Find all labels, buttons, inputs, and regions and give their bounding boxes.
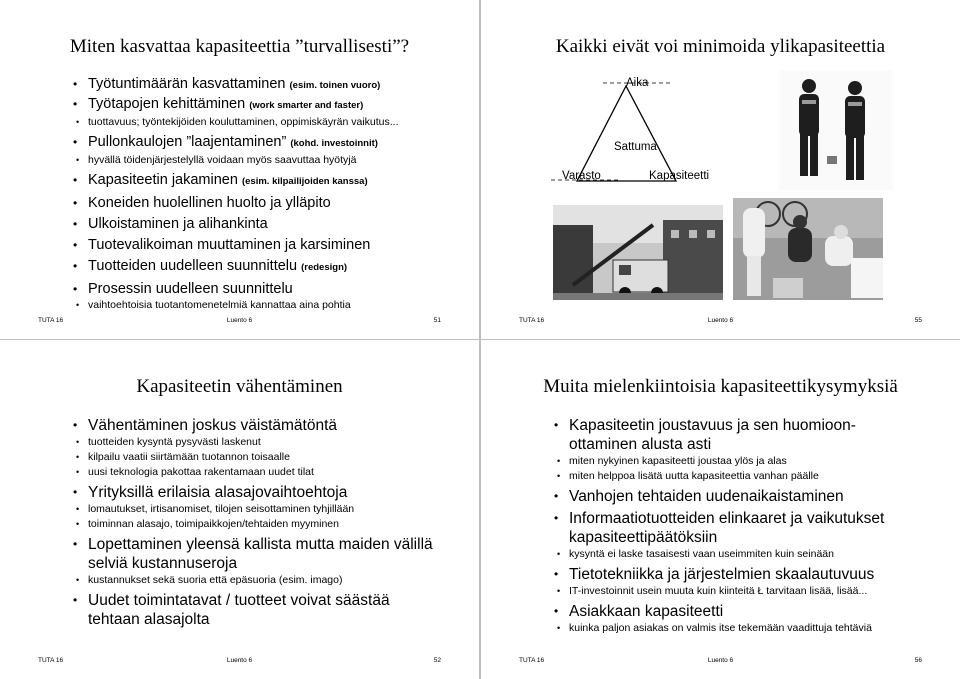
- footer-page-number: 55: [914, 317, 922, 324]
- sub-bullet-item: • kysyntä ei laske tasaisesti vaan useimmiten kuin seinään: [551, 547, 901, 562]
- slide-52: [0, 340, 479, 679]
- bullet-item: • Vähentäminen joskus väistämätöntä: [70, 416, 440, 435]
- slide-footer: [481, 657, 960, 667]
- bullet-item: • Tuotevalikoiman muuttaminen ja karsiminen: [70, 236, 470, 254]
- fire-scene-photo: [553, 205, 723, 300]
- slide-footer: [481, 317, 960, 327]
- sub-bullet-item: • vaihtoehtoisia tuotantomenetelmiä kannattaa aina pohtia: [70, 298, 470, 313]
- footer-page-number: 51: [433, 317, 441, 324]
- sub-bullet-item: • miten helppoa lisätä uutta kapasiteettia vanhan päälle: [551, 469, 901, 484]
- bullet-item: • Työtapojen kehittäminen (work smarter and faster): [70, 95, 470, 115]
- footer-page-number: 52: [433, 657, 441, 664]
- bullet-list: [70, 75, 470, 313]
- slide-title: Kaikki eivät voi minimoida ylikapasiteettia: [555, 36, 886, 57]
- police-photo: [779, 70, 893, 190]
- sub-bullet-item: • hyvällä töidenjärjestelyllä voidaan myös saavuttaa hyötyjä: [70, 153, 470, 168]
- sub-bullet-item: • IT-investoinnit usein muuta kuin kiinteitä Ł tarvitaan lisää, lisää...: [551, 584, 901, 599]
- sub-bullet-item: • uusi teknologia pakottaa rakentamaan uudet tilat: [70, 465, 440, 480]
- sub-bullet-item: • kilpailu vaatii siirtämään tuotannon toisaalle: [70, 450, 440, 465]
- footer-lecture: Luento 6: [226, 657, 253, 664]
- footer-lecture: Luento 6: [226, 317, 253, 324]
- sub-bullet-item: • kustannukset sekä suoria että epäsuoria (esim. imago): [70, 573, 440, 588]
- bullet-item: • Uudet toimintatavat / tuotteet voivat säästää tehtaan alasajolta: [70, 591, 440, 629]
- bullet-item: • Tuotteiden uudelleen suunnittelu (redesign): [70, 257, 470, 277]
- sub-bullet-item: • tuotteiden kysyntä pysyvästi laskenut: [70, 435, 440, 450]
- sub-bullet-item: • toiminnan alasajo, toimipaikkojen/tehtaiden myyminen: [70, 517, 440, 532]
- bullet-item: • Kapasiteetin joustavuus ja sen huomioon-ottaminen alusta asti: [551, 416, 901, 454]
- footer-course: TUTA 16: [38, 317, 64, 324]
- slide-51: [0, 0, 479, 339]
- footer-lecture: Luento 6: [707, 657, 734, 664]
- bullet-item: • Asiakkaan kapasiteetti: [551, 602, 901, 621]
- paramedics-photo: [733, 198, 883, 300]
- bullet-item: • Kapasiteetin jakaminen (esim. kilpailijoiden kanssa): [70, 171, 470, 191]
- footer-page-number: 56: [914, 657, 922, 664]
- sub-bullet-item: • lomautukset, irtisanomiset, tilojen seisottaminen tyhjillään: [70, 502, 440, 517]
- sub-bullet-item: • tuottavuus; työntekijöiden kouluttaminen, oppimiskäyrän vaikutus...: [70, 115, 470, 130]
- bullet-item: • Prosessin uudelleen suunnittelu: [70, 280, 470, 298]
- sub-bullet-item: • kuinka paljon asiakas on valmis itse tekemään vaadittuja tehtäviä: [551, 621, 901, 636]
- bullet-item: • Vanhojen tehtaiden uudenaikaistaminen: [551, 487, 901, 506]
- bullet-item: • Informaatiotuotteiden elinkaaret ja vaikutukset kapasiteettipäätöksiin: [551, 509, 901, 547]
- bullet-item: • Pullonkaulojen ”laajentaminen” (kohd. investoinnit): [70, 133, 470, 153]
- sub-bullet-item: • miten nykyinen kapasiteetti joustaa ylös ja alas: [551, 454, 901, 469]
- diagram-label-sattuma: Sattuma: [614, 141, 657, 153]
- diagram-label-kapasiteetti: Kapasiteetti: [649, 170, 710, 182]
- footer-course: TUTA 16: [519, 317, 545, 324]
- slide-title: Muita mielenkiintoisia kapasiteettikysymyksiä: [543, 376, 898, 397]
- slide-title: Miten kasvattaa kapasiteettia ”turvallisesti”?: [69, 36, 410, 57]
- slide-55: [481, 0, 960, 339]
- slide-footer: [0, 657, 479, 667]
- triangle-shape: [577, 86, 676, 181]
- footer-course: TUTA 16: [38, 657, 64, 664]
- slide-footer: [0, 317, 479, 327]
- footer-lecture: Luento 6: [707, 317, 734, 324]
- bullet-item: • Yrityksillä erilaisia alasajovaihtoehtoja: [70, 483, 440, 502]
- bullet-item: • Koneiden huolellinen huolto ja ylläpito: [70, 194, 470, 212]
- slide-56: [481, 340, 960, 679]
- bullet-list: [551, 416, 901, 636]
- bullet-item: • Ulkoistaminen ja alihankinta: [70, 215, 470, 233]
- slide-title: Kapasiteetin vähentäminen: [136, 376, 343, 397]
- bullet-list: [70, 416, 440, 629]
- diagram-label-varasto: Varasto: [562, 170, 601, 182]
- bullet-item: • Tietotekniikka ja järjestelmien skaalautuvuus: [551, 565, 901, 584]
- bullet-item: • Työtuntimäärän kasvattaminen (esim. toinen vuoro): [70, 75, 470, 95]
- bullet-item: • Lopettaminen yleensä kallista mutta maiden välillä selviä kustannuseroja: [70, 535, 440, 573]
- footer-course: TUTA 16: [519, 657, 545, 664]
- diagram-label-aika: Aika: [626, 77, 649, 89]
